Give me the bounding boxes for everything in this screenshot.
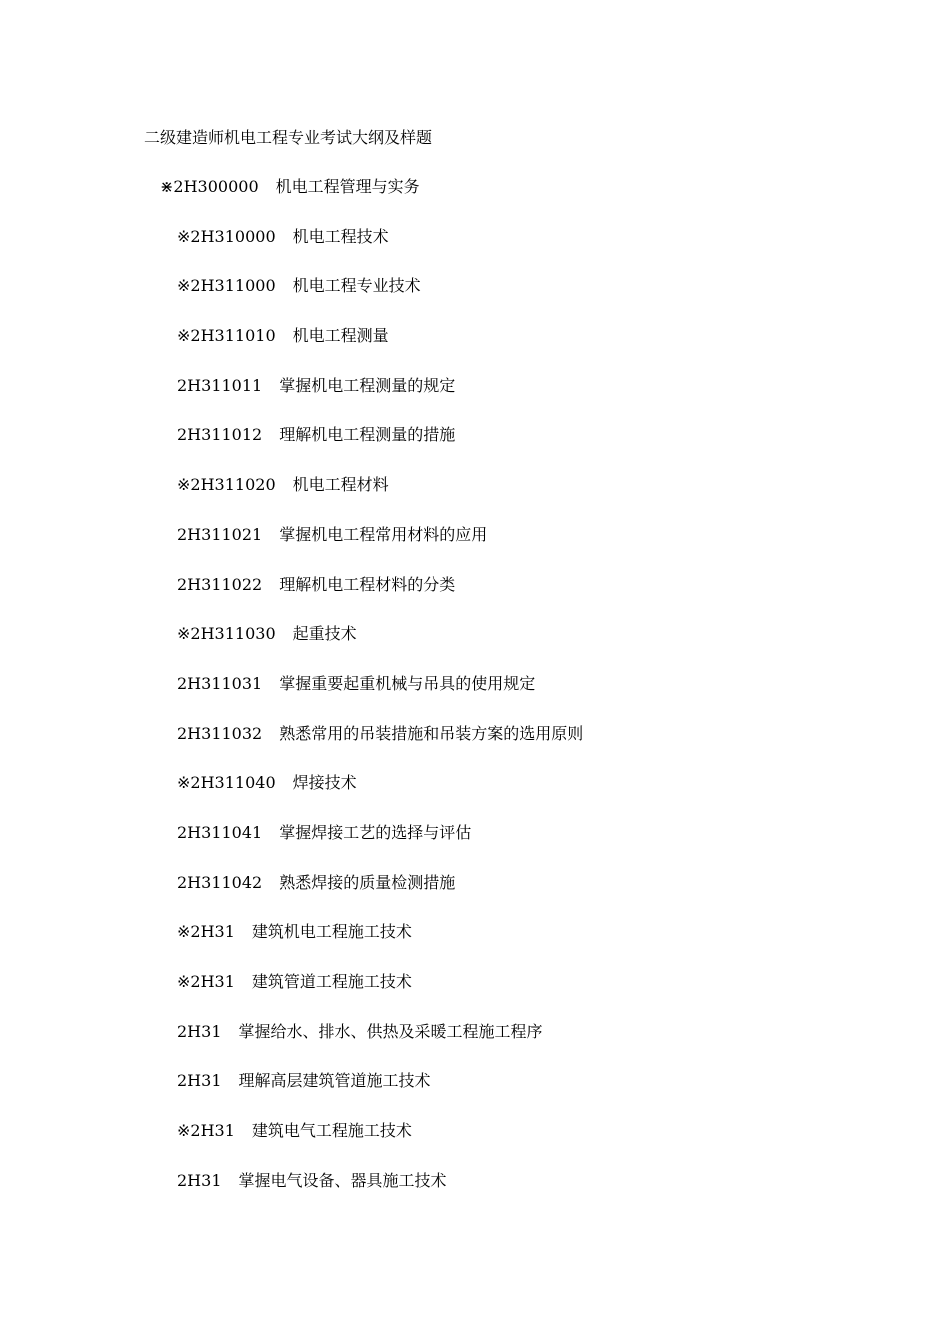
outline-item	[0, 822, 950, 872]
outline-item-number: 2H311041	[177, 822, 263, 842]
outline-item	[0, 524, 950, 574]
outline-item	[0, 623, 950, 673]
outline-item-text: 掌握重要起重机械与吊具的使用规定	[279, 673, 536, 693]
outline-item-number: 2H311000	[190, 276, 276, 296]
outline-item	[0, 275, 950, 325]
outline-item	[0, 375, 950, 425]
syllabus-outline	[0, 176, 950, 1219]
outline-item	[0, 226, 950, 276]
outline-item	[0, 1170, 950, 1220]
outline-item-text: 建筑电气工程施工技术	[251, 1121, 412, 1141]
outline-item-text: 熟悉常用的吊装措施和吊装方案的选用原则	[279, 723, 584, 743]
outline-item-marker: ※	[177, 326, 191, 346]
outline-item	[0, 474, 950, 524]
outline-item-number: 2H311042	[177, 872, 263, 892]
outline-item-number: 2H311011	[177, 375, 263, 395]
outline-item-text: 掌握电气设备、器具施工技术	[238, 1170, 447, 1190]
outline-item-text: 机电工程测量	[292, 326, 389, 346]
outline-item-text: 机电工程技术	[292, 226, 389, 246]
outline-item-marker: ※	[177, 972, 191, 991]
outline-item-number: 2H311021	[177, 524, 263, 544]
outline-item	[0, 723, 950, 773]
outline-item-number: 2H31	[177, 1071, 222, 1091]
outline-item-number: 2H311030	[190, 624, 276, 644]
outline-item-marker: ⋇	[160, 177, 174, 196]
outline-item-number: 2H311040	[190, 773, 276, 793]
outline-item-number: 2H311020	[190, 475, 276, 495]
outline-item	[0, 424, 950, 474]
outline-item	[0, 176, 950, 226]
outline-item-text: 掌握焊接工艺的选择与评估	[279, 822, 472, 842]
outline-item	[0, 971, 950, 1021]
outline-item-number: 2H31	[190, 972, 235, 991]
outline-item-text: 理解机电工程材料的分类	[279, 574, 456, 594]
outline-item-number: 2H311010	[190, 326, 276, 346]
outline-item	[0, 872, 950, 922]
outline-item	[0, 1021, 950, 1071]
outline-item-number: 2H311022	[177, 574, 263, 594]
outline-item-number: 2H311012	[177, 425, 263, 445]
outline-item-text: 理解高层建筑管道施工技术	[238, 1071, 431, 1091]
outline-item-number: 2H311032	[177, 723, 263, 743]
outline-item-text: 掌握给水、排水、供热及采暖工程施工程序	[238, 1021, 543, 1041]
outline-item-number: 2H31	[177, 1170, 222, 1190]
outline-item-text: 掌握机电工程测量的规定	[279, 375, 456, 395]
outline-item-marker: ※	[177, 1121, 191, 1141]
outline-item-text: 建筑机电工程施工技术	[251, 922, 412, 942]
outline-item-number: 2H31	[190, 922, 235, 942]
outline-item	[0, 673, 950, 723]
outline-item-marker: ※	[177, 276, 191, 296]
outline-item-text: 掌握机电工程常用材料的应用	[279, 524, 488, 544]
outline-item-marker: ※	[177, 773, 191, 793]
outline-item-text: 焊接技术	[292, 773, 357, 793]
outline-item-marker: ※	[177, 475, 191, 495]
outline-item-number: 2H31	[190, 1121, 235, 1141]
outline-item	[0, 325, 950, 375]
outline-item	[0, 772, 950, 822]
outline-item-number: 2H300000	[173, 177, 259, 196]
outline-item-marker: ※	[177, 624, 191, 644]
outline-item-text: 机电工程材料	[292, 475, 389, 495]
outline-item	[0, 1120, 950, 1170]
outline-item-text: 机电工程专业技术	[292, 276, 421, 296]
outline-item-number: 2H311031	[177, 673, 263, 693]
document-title: 二级建造师机电工程专业考试大纲及样题	[144, 128, 433, 147]
outline-item-text: 理解机电工程测量的措施	[279, 425, 456, 445]
outline-item	[0, 921, 950, 971]
outline-item-number: 2H310000	[190, 226, 276, 246]
outline-item	[0, 574, 950, 624]
outline-item-text: 熟悉焊接的质量检测措施	[279, 872, 456, 892]
outline-item-text: 建筑管道工程施工技术	[251, 972, 412, 991]
outline-item-number: 2H31	[177, 1021, 222, 1041]
outline-item-marker: ※	[177, 922, 191, 942]
outline-item-text: 机电工程管理与实务	[275, 177, 420, 196]
outline-item-text: 起重技术	[292, 624, 357, 644]
outline-item	[0, 1070, 950, 1120]
outline-item-marker: ※	[177, 226, 191, 246]
